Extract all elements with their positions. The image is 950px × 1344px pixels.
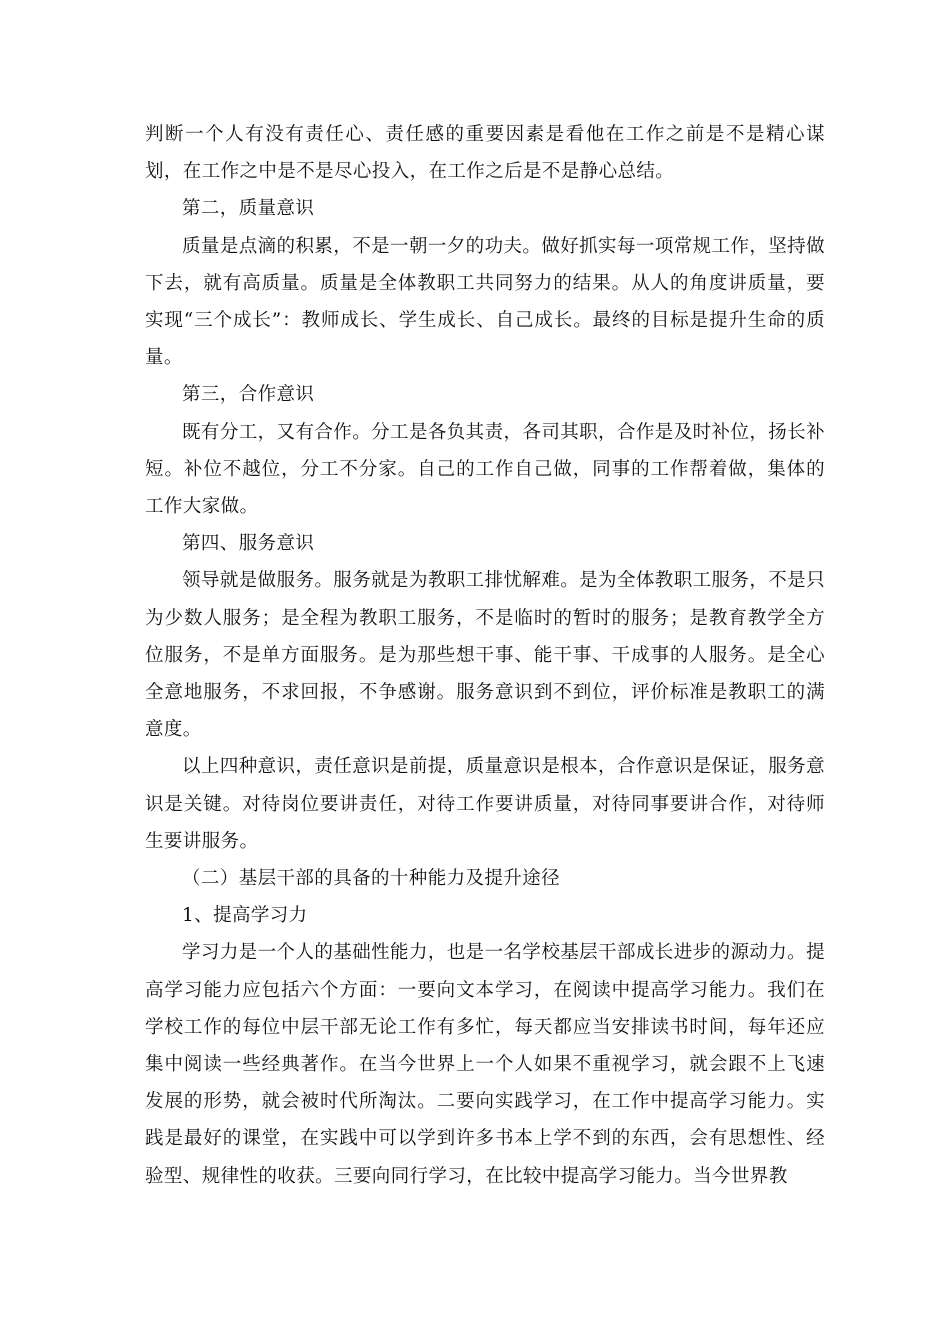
heading-quality-awareness: 第二，质量意识 [182,198,315,220]
document-body [145,116,825,1195]
paragraph-service: 领导就是做服务。服务就是为教职工排忧解难。是为全体教职工服务，不是只为少数人服务；是全程为教职工服务，不是临时的暂时的服务；是教育教学全方位服务，不是单方面服务。是为那些想干事、能干事、干成事的人服务。是全心全意地服务，不求回报，不争感谢。服务意识到不到位，评价标准是教职工的满意度。 [145,570,825,741]
paragraph-responsibility-judgment: 判断一个人有没有责任心、责任感的重要因素是看他在工作之前是不是精心谋划，在工作之中是不是尽心投入，在工作之后是不是静心总结。 [145,124,825,183]
heading-service-awareness: 第四、服务意识 [182,533,315,555]
heading-cooperation-awareness: 第三，合作意识 [182,384,315,406]
paragraph-quality: 质量是点滴的积累，不是一朝一夕的功夫。做好抓实每一项常规工作，坚持做下去，就有高质量。质量是全体教职工共同努力的结果。从人的角度讲质量，要实现“三个成长”：教师成长、学生成长、自己成长。最终的目标是提升生命的质量。 [145,235,825,369]
heading-ten-abilities: （二）基层干部的具备的十种能力及提升途径 [182,868,561,890]
paragraph-cooperation: 既有分工，又有合作。分工是各负其责，各司其职，合作是及时补位，扬长补短。补位不越位，分工不分家。自己的工作自己做，同事的工作帮着做，集体的工作大家做。 [145,421,825,518]
heading-learning-ability: 1、提高学习力 [182,905,308,927]
paragraph-learning-ability: 学习力是一个人的基础性能力，也是一名学校基层干部成长进步的源动力。提高学习能力应包括六个方面：一要向文本学习，在阅读中提高学习能力。我们在学校工作的每位中层干部无论工作有多忙，每天都应当安排读书时间，每年还应集中阅读一些经典著作。在当今世界上一个人如果不重视学习，就会跟不上飞速发展的形势，就会被时代所淘汰。二要向实践学习，在工作中提高学习能力。实践是最好的课堂，在实践中可以学到许多书本上学不到的东西，会有思想性、经验型、规律性的收获。三要向同行学习，在比较中提高学习能力。当今世界教 [145,942,825,1187]
paragraph-four-awareness-summary: 以上四种意识，责任意识是前提，质量意识是根本，合作意识是保证，服务意识是关键。对待岗位要讲责任，对待工作要讲质量，对待同事要讲合作，对待师生要讲服务。 [145,756,825,852]
